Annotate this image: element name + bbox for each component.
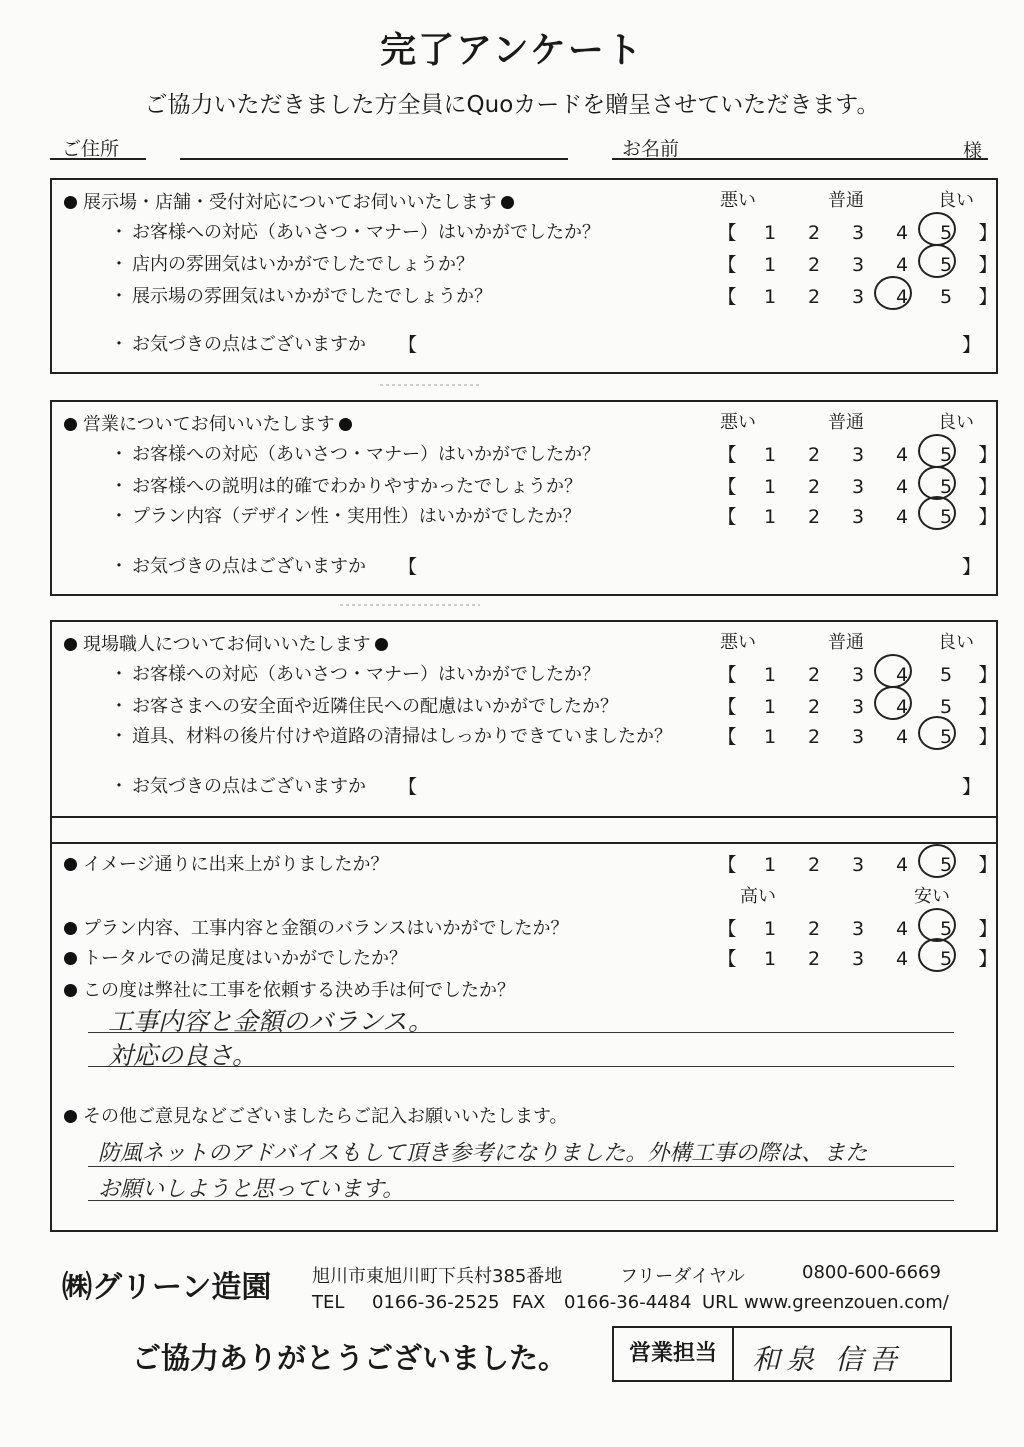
section-divider <box>52 816 996 818</box>
scale-normal-label: 普通 <box>828 412 864 433</box>
decision-answer-field[interactable] <box>88 1002 954 1066</box>
selected-rating-circle <box>918 908 956 942</box>
rating-scale[interactable]: 【 1 2 3 4 5 】 <box>717 948 998 970</box>
rating-scale[interactable]: 【 1 2 3 4 5 】 <box>717 444 998 466</box>
selected-rating-circle <box>918 496 956 530</box>
company-logo: ㈱グリーン造園 <box>62 1270 272 1305</box>
address-label-underline <box>50 158 146 160</box>
address-field[interactable] <box>180 158 568 160</box>
fax-label: FAX <box>512 1292 546 1313</box>
notice-row: ・ お気づきの点はございますか <box>110 556 366 577</box>
freedial-label: フリーダイヤル <box>620 1266 745 1287</box>
decision-answer-line2: 対応の良さ。 <box>108 1041 258 1070</box>
rating-scale[interactable]: 【 1 2 3 4 5 】 <box>717 286 998 308</box>
rating-scale[interactable]: 【 1 2 3 4 5 】 <box>717 506 998 528</box>
notice-open-bracket: 【 <box>398 556 418 578</box>
section-craftsmen-and-overall <box>50 620 998 1232</box>
section-sales <box>50 400 998 596</box>
scale-good-label: 良い <box>938 412 974 433</box>
notice-close-bracket: 】 <box>962 776 982 798</box>
question-other: その他ご意見などございましたらご記入お願いいたします。 <box>64 1102 568 1128</box>
bullet-icon <box>64 952 77 965</box>
selected-rating-circle <box>918 844 956 878</box>
name-label: お名前 <box>622 138 680 160</box>
notice-open-bracket: 【 <box>398 776 418 798</box>
selected-rating-circle <box>918 466 956 500</box>
freedial-number[interactable]: 0800-600-6669 <box>802 1262 941 1283</box>
survey-subtitle: ご協力いただきました方全員にQuoカードを贈呈させていただきます。 <box>144 92 880 118</box>
section-divider <box>52 842 996 844</box>
section-showroom-title: 展示場・店舗・受付対応についてお伺いいたします <box>64 188 520 214</box>
question-total: トータルでの満足度はいかがでしたか？ <box>64 944 407 970</box>
scale-normal-label: 普通 <box>828 632 864 653</box>
question-row: ・ 道具、材料の後片付けや道路の清掃はしっかりできていましたか？ <box>110 726 672 747</box>
selected-rating-circle <box>918 434 956 468</box>
question-row: ・ プラン内容（デザイン性・実用性）はいかがでしたか？ <box>110 506 581 527</box>
selected-rating-circle <box>918 716 956 750</box>
website-link[interactable]: www.greenzouen.com/ <box>744 1292 949 1313</box>
rating-scale[interactable]: 【 1 2 3 4 5 】 <box>717 476 998 498</box>
rating-scale[interactable]: 【 1 2 3 4 5 】 <box>717 854 998 876</box>
tel-label: TEL <box>312 1292 345 1313</box>
bullet-icon <box>64 984 77 997</box>
scale-high-label: 高い <box>740 886 776 907</box>
question-row: ・ お客さまへの安全面や近隣住民への配慮はいかがでしたか？ <box>110 696 618 717</box>
bullet-icon <box>64 858 77 871</box>
fax-number: 0166-36-4484 <box>564 1292 692 1313</box>
question-row: ・ 店内の雰囲気はいかがでしたでしょうか？ <box>110 254 474 275</box>
scale-normal-label: 普通 <box>828 190 864 211</box>
selected-rating-circle <box>874 654 912 688</box>
section-craftsmen-title: 現場職人についてお伺いいたします <box>64 630 394 656</box>
question-balance: プラン内容、工事内容と金額のバランスはいかがでしたか？ <box>64 914 568 940</box>
other-answer-line2: お願いしようと思っています。 <box>98 1177 405 1202</box>
notice-close-bracket: 】 <box>962 556 982 578</box>
tel-number[interactable]: 0166-36-2525 <box>372 1292 500 1313</box>
bullet-icon <box>339 418 352 431</box>
notice-open-bracket: 【 <box>398 334 418 356</box>
notice-row: ・ お気づきの点はございますか <box>110 776 366 797</box>
bullet-icon <box>64 922 77 935</box>
selected-rating-circle <box>874 276 912 310</box>
bullet-icon <box>64 196 77 209</box>
question-decision: この度は弊社に工事を依頼する決め手は何でしたか？ <box>64 976 515 1002</box>
notice-row: ・ お気づきの点はございますか <box>110 334 366 355</box>
rating-scale[interactable]: 【 1 2 3 4 5 】 <box>717 696 998 718</box>
section-showroom <box>50 178 998 374</box>
name-field[interactable] <box>612 158 988 160</box>
question-row: ・ 展示場の雰囲気はいかがでしたでしょうか？ <box>110 286 492 307</box>
question-row: ・ お客様への対応（あいさつ・マナー）はいかがでしたか？ <box>110 444 600 465</box>
company-address: 旭川市東旭川町下兵村385番地 <box>312 1266 563 1287</box>
selected-rating-circle <box>918 212 956 246</box>
selected-rating-circle <box>918 938 956 972</box>
selected-rating-circle <box>918 244 956 278</box>
rating-scale[interactable]: 【 1 2 3 4 5 】 <box>717 254 998 276</box>
rating-scale[interactable]: 【 1 2 3 4 5 】 <box>717 664 998 686</box>
scale-bad-label: 悪い <box>720 190 756 211</box>
thanks-message: ご協力ありがとうございました。 <box>132 1341 568 1375</box>
sales-rep-label: 営業担当 <box>614 1328 734 1380</box>
address-label: ご住所 <box>62 138 120 160</box>
scale-good-label: 良い <box>938 190 974 211</box>
question-row: ・ お客様への説明は的確でわかりやすかったでしょうか？ <box>110 476 582 497</box>
rating-scale[interactable]: 【 1 2 3 4 5 】 <box>717 918 998 940</box>
scale-bad-label: 悪い <box>720 632 756 653</box>
sales-rep-box <box>612 1326 952 1382</box>
name-suffix: 様 <box>963 140 983 162</box>
survey-title: 完了アンケート <box>380 30 644 71</box>
scan-smudge <box>380 384 480 386</box>
scale-bad-label: 悪い <box>720 412 756 433</box>
selected-rating-circle <box>874 686 912 720</box>
bullet-icon <box>501 196 514 209</box>
rating-scale[interactable]: 【 1 2 3 4 5 】 <box>717 726 998 748</box>
notice-input[interactable] <box>408 546 958 582</box>
notice-input[interactable] <box>408 766 958 802</box>
scale-cheap-label: 安い <box>914 886 950 907</box>
sales-rep-name: 和泉 信吾 <box>752 1343 903 1376</box>
question-row: ・ お客様への対応（あいさつ・マナー）はいかがでしたか？ <box>110 664 600 685</box>
scan-smudge <box>340 604 480 606</box>
section-sales-title: 営業についてお伺いいたします <box>64 410 358 436</box>
bullet-icon <box>375 638 388 651</box>
other-answer-line1: 防風ネットのアドバイスもして頂き参考になりました。外構工事の際は、また <box>98 1141 868 1166</box>
bullet-icon <box>64 638 77 651</box>
answer-rule <box>88 1066 954 1067</box>
notice-input[interactable] <box>408 324 958 360</box>
rating-scale[interactable]: 【 1 2 3 4 5 】 <box>717 222 998 244</box>
bullet-icon <box>64 418 77 431</box>
question-image: イメージ通りに出来上がりましたか？ <box>64 850 388 876</box>
url-label: URL <box>702 1292 738 1313</box>
decision-answer-line1: 工事内容と金額のバランス。 <box>108 1007 434 1036</box>
question-row: ・ お客様への対応（あいさつ・マナー）はいかがでしたか？ <box>110 222 600 243</box>
bullet-icon <box>64 1110 77 1123</box>
notice-close-bracket: 】 <box>962 334 982 356</box>
other-answer-field[interactable] <box>88 1134 954 1202</box>
scale-good-label: 良い <box>938 632 974 653</box>
